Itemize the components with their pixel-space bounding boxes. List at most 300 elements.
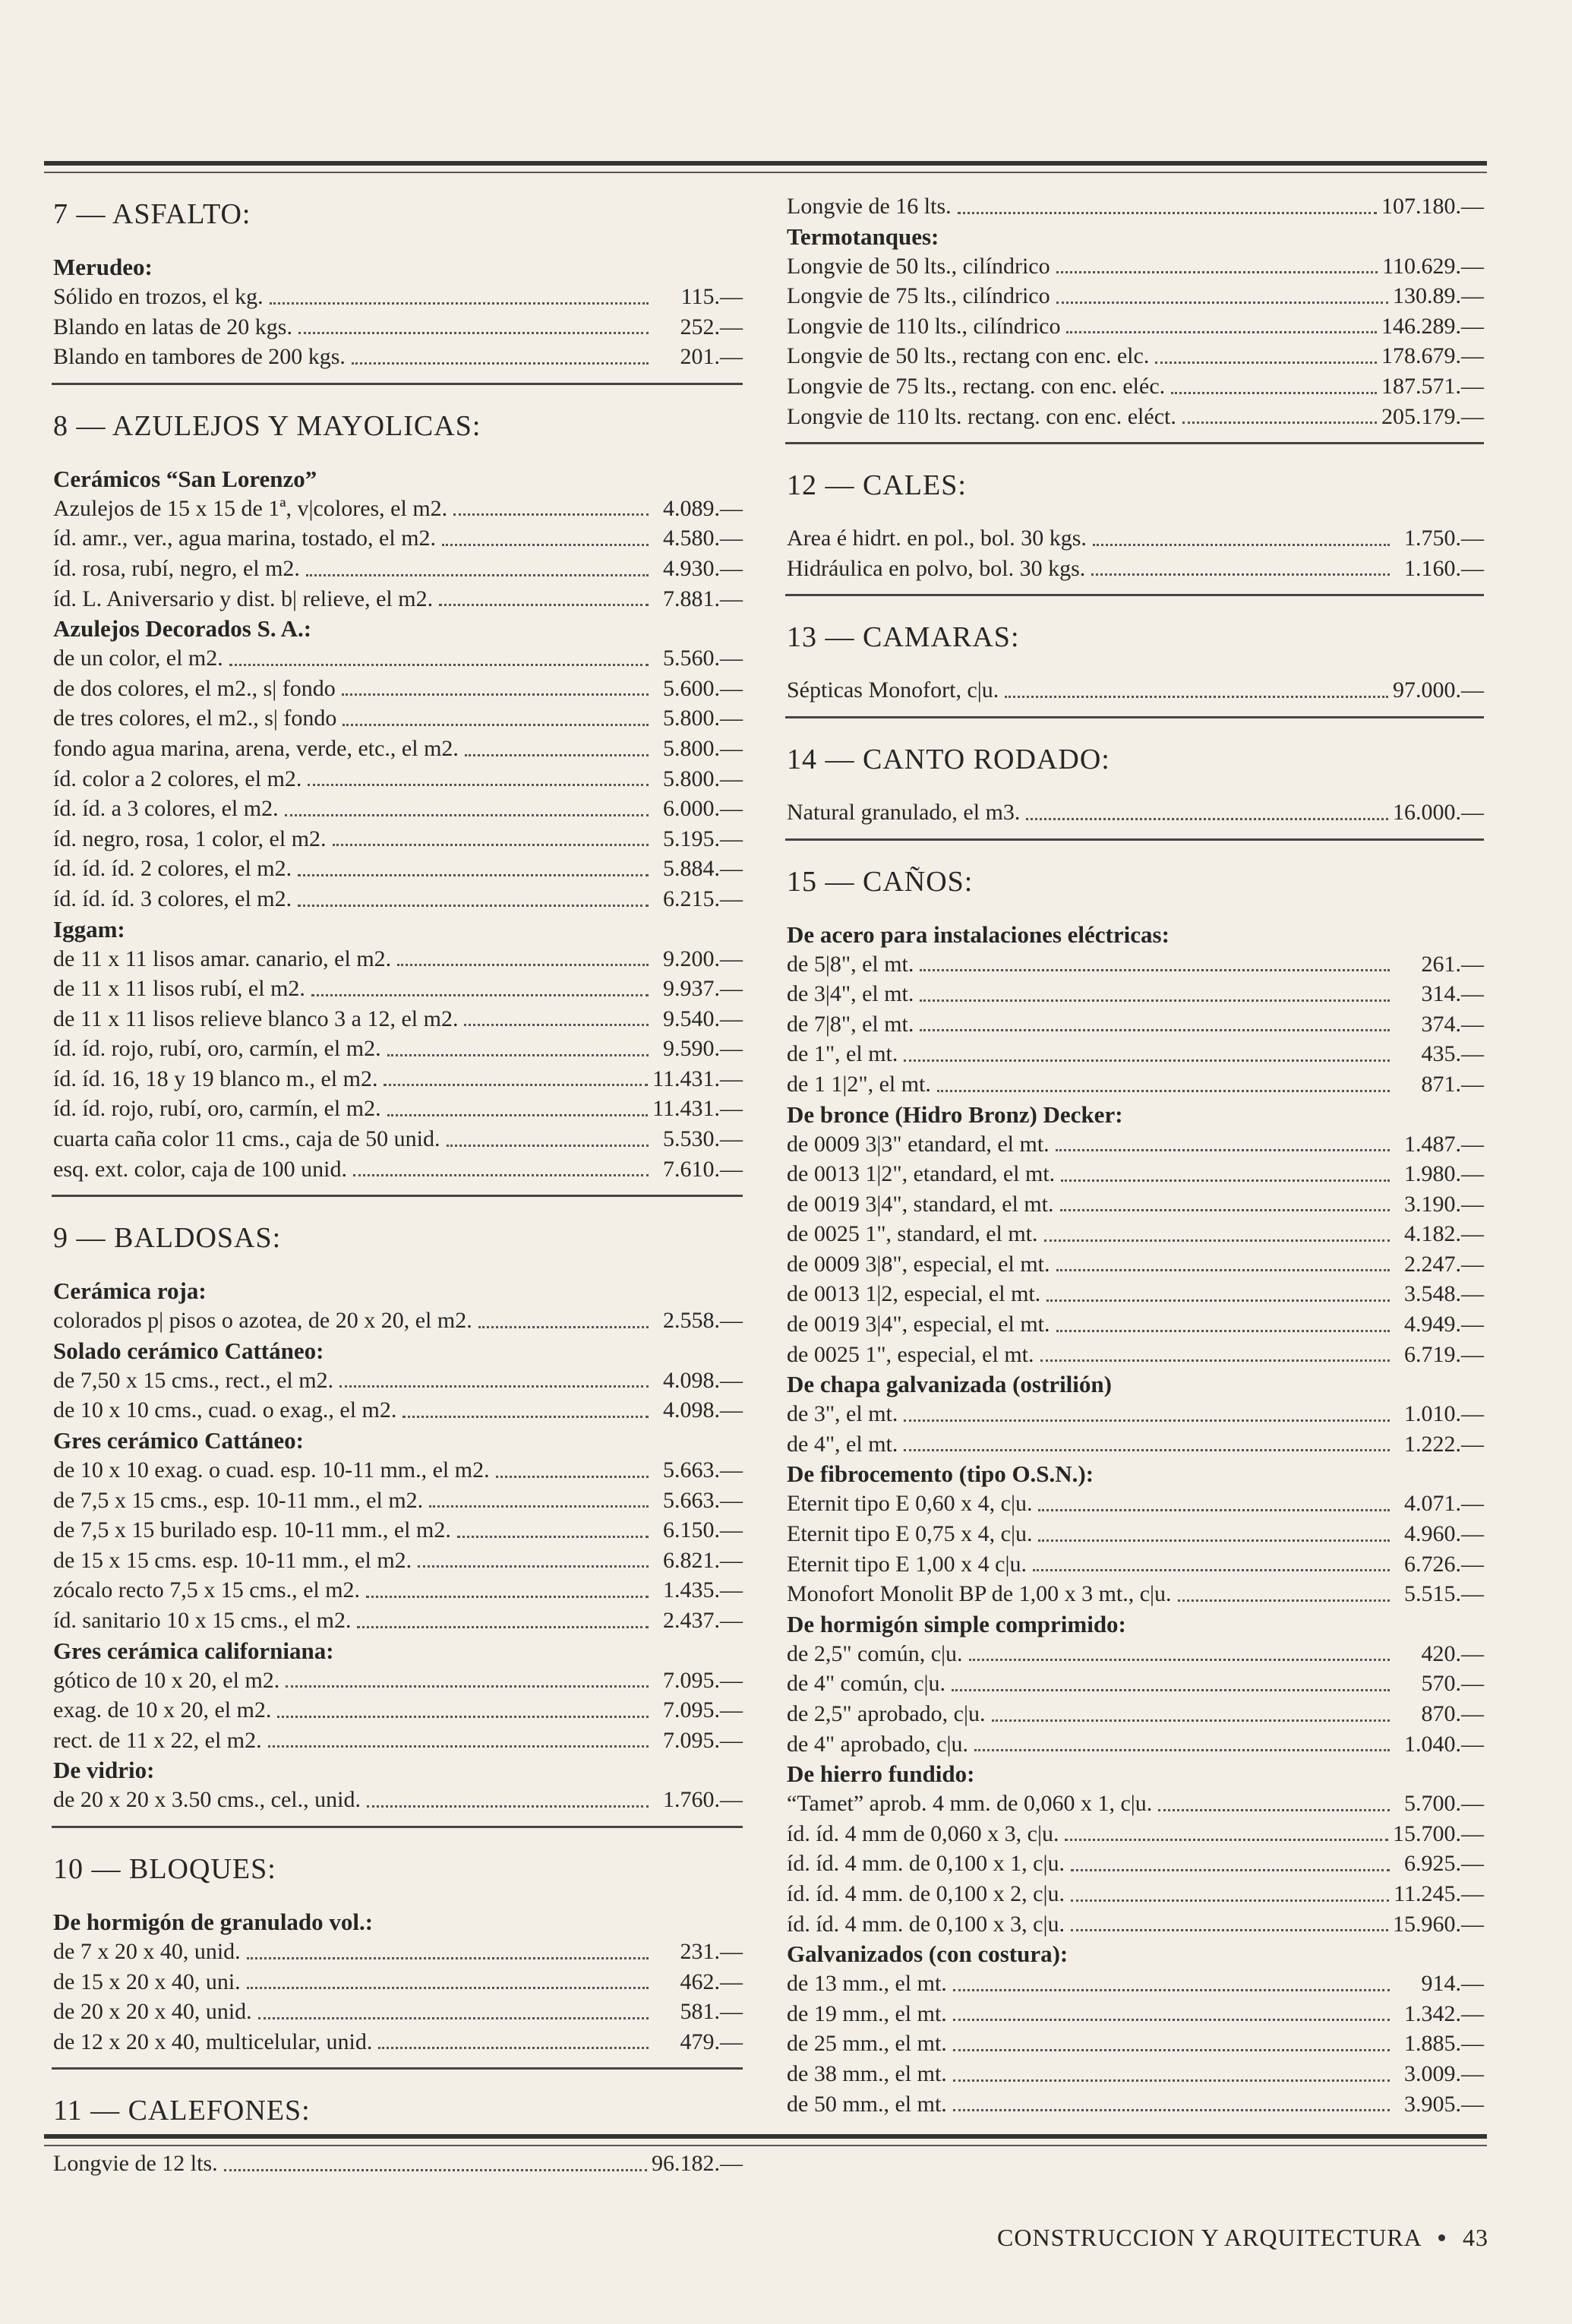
subsection-title: De hierro fundido: [787, 1760, 975, 1788]
item-price: 231.— [680, 1938, 743, 1964]
price-row [53, 1967, 743, 1997]
price-row [787, 1579, 1484, 1609]
price-row [787, 1340, 1484, 1370]
price-row [53, 494, 743, 524]
item-price: 1.885.— [1404, 2031, 1484, 2057]
item-price: 11.245.— [1394, 1880, 1484, 1906]
item-description: zócalo recto 7,5 x 15 cms., el m2. [53, 1577, 361, 1603]
price-row [787, 251, 1484, 282]
price-row [53, 1124, 743, 1154]
section-divider [785, 442, 1484, 444]
price-row [787, 523, 1484, 554]
item-description: íd. amr., ver., agua marina, tostado, el m2. [53, 526, 437, 551]
item-description: de 0025 1", especial, el mt. [787, 1341, 1034, 1367]
price-row [787, 1489, 1484, 1519]
price-row [53, 703, 743, 734]
item-description: de 1", el mt. [787, 1041, 898, 1067]
price-section [778, 864, 1484, 2120]
price-row [53, 1154, 743, 1185]
dot-leader [270, 302, 649, 305]
item-price: 7.881.— [663, 586, 743, 611]
dot-leader [402, 1416, 649, 1418]
item-description: íd. íd. íd. 2 colores, el m2. [53, 856, 292, 882]
item-price: 1.040.— [1404, 1731, 1484, 1757]
item-description: de 11 x 11 lisos relieve blanco 3 a 12, el m2. [53, 1006, 459, 1031]
price-row [787, 1249, 1484, 1280]
item-description: rect. de 11 x 22, el m2. [53, 1727, 262, 1753]
section-title: 7 — ASFALTO: [53, 198, 251, 230]
dot-leader [1061, 1179, 1390, 1182]
item-price: 570.— [1421, 1671, 1484, 1697]
section-title: 14 — CANTO RODADO: [787, 743, 1110, 775]
item-description: Area é hidrt. en pol., bol. 30 kgs. [787, 526, 1087, 551]
item-price: 4.182.— [1404, 1221, 1484, 1247]
dot-leader [298, 332, 649, 334]
price-row [787, 1129, 1484, 1160]
item-description: gótico de 10 x 20, el m2. [53, 1667, 280, 1693]
price-row [53, 584, 743, 614]
dot-leader [342, 693, 649, 696]
item-description: Azulejos de 15 x 15 de 1ª, v|colores, el m2. [53, 495, 448, 521]
bullet-icon [1438, 2234, 1445, 2241]
top-rule-thick [44, 161, 1487, 166]
price-row [787, 1189, 1484, 1220]
dot-leader [306, 574, 649, 576]
dot-leader [247, 1987, 649, 1989]
item-description: Longvie de 110 lts. rectang. con enc. eléct. [787, 403, 1176, 429]
dot-leader [352, 362, 649, 365]
item-description: de 25 mm., el mt. [787, 2031, 947, 2057]
price-row [53, 1094, 743, 1124]
item-description: de 3|4", el mt. [787, 981, 914, 1007]
subsection-title: Termotanques: [787, 223, 939, 250]
subsection-title: De fibrocemento (tipo O.S.N.): [787, 1460, 1094, 1488]
subsection-title: Galvanizados (con costura): [787, 1940, 1069, 1968]
price-row [53, 854, 743, 884]
price-row [787, 1009, 1484, 1040]
section-title: 12 — CALES: [787, 469, 967, 502]
subsection-title: De hormigón simple comprimido: [787, 1610, 1126, 1637]
right-column [778, 191, 1484, 2136]
item-description: de 19 mm., el mt. [787, 2000, 947, 2026]
dot-leader [353, 1174, 649, 1176]
item-description: íd. íd. íd. 3 colores, el m2. [53, 886, 292, 911]
dot-leader [247, 1957, 649, 1959]
item-description: de 1 1|2", el mt. [787, 1071, 931, 1097]
item-description: íd. íd. 16, 18 y 19 blanco m., el m2. [53, 1066, 378, 1091]
price-row [53, 944, 743, 974]
item-description: de 10 x 10 exag. o cuad. esp. 10-11 mm., el m2. [53, 1457, 490, 1483]
price-row [53, 643, 743, 674]
item-description: de 0019 3|4", standard, el mt. [787, 1191, 1054, 1217]
item-description: de 0009 3|8", especial, el mt. [787, 1251, 1050, 1277]
item-price: 7.610.— [663, 1156, 743, 1182]
item-price: 4.949.— [1404, 1312, 1484, 1337]
item-description: de dos colores, el m2., s| fondo [53, 675, 336, 701]
dot-leader [478, 1326, 649, 1328]
dot-leader [387, 1114, 649, 1116]
item-description: de 4", el mt. [787, 1431, 898, 1457]
dot-leader [429, 1505, 649, 1508]
item-price: 146.289.— [1381, 313, 1484, 339]
item-price: 201.— [680, 344, 743, 370]
item-description: esq. ext. color, caja de 100 unid. [53, 1156, 348, 1182]
subsection-title: De acero para instalaciones eléctricas: [787, 920, 1170, 948]
item-description: Longvie de 12 lts. [53, 2151, 218, 2177]
left-column [44, 196, 743, 2196]
item-description: de 15 x 20 x 40, uni. [53, 1969, 241, 1994]
item-description: de 11 x 11 lisos rubí, el m2. [53, 976, 305, 1002]
price-row [53, 1366, 743, 1396]
item-description: Eternit tipo E 0,75 x 4, c|u. [787, 1521, 1033, 1547]
item-price: 6.215.— [663, 886, 743, 911]
item-price: 4.930.— [663, 555, 743, 581]
price-row [53, 554, 743, 584]
item-price: 3.190.— [1404, 1191, 1484, 1217]
section-title: 8 — AZULEJOS Y MAYOLICAS: [53, 409, 481, 442]
section-divider [52, 1195, 743, 1197]
price-row [53, 312, 743, 343]
item-description: de 4" aprobado, c|u. [787, 1731, 969, 1757]
item-price: 1.010.— [1404, 1401, 1484, 1427]
dot-leader [298, 874, 649, 876]
dot-leader [1040, 1359, 1390, 1362]
dot-leader [1060, 1209, 1390, 1211]
price-row [53, 674, 743, 704]
item-price: 5.884.— [663, 856, 743, 882]
item-price: 6.150.— [663, 1517, 743, 1543]
item-description: íd. color a 2 colores, el m2. [53, 766, 302, 791]
item-description: de 0013 1|2, especial, el mt. [787, 1281, 1041, 1307]
dot-leader [453, 513, 649, 516]
dot-leader [958, 212, 1377, 214]
dot-leader [285, 814, 649, 816]
item-description: de 7,5 x 15 burilado esp. 10-11 mm., el m2. [53, 1517, 451, 1543]
price-row [53, 342, 743, 372]
section-title: 15 — CAÑOS: [787, 865, 974, 898]
item-description: íd. L. Aniversario y dist. b| relieve, el m2. [53, 586, 434, 611]
item-description: cuarta caña color 11 cms., caja de 50 unid. [53, 1126, 440, 1152]
price-row [787, 402, 1484, 432]
dot-leader [1046, 1299, 1390, 1302]
item-description: “Tamet” aprob. 4 mm. de 0,060 x 1, c|u. [787, 1791, 1153, 1817]
section-title: 13 — CAMARAS: [787, 621, 1020, 654]
price-row [787, 979, 1484, 1009]
item-description: de 0019 3|4", especial, el mt. [787, 1312, 1050, 1337]
item-description: Longvie de 110 lts., cilíndrico [787, 313, 1061, 339]
dot-leader [384, 1084, 648, 1086]
item-price: 4.098.— [663, 1397, 743, 1423]
price-row [787, 1429, 1484, 1460]
section-divider [52, 1826, 743, 1828]
price-row [787, 1219, 1484, 1249]
item-description: colorados p| pisos o azotea, de 20 x 20, el m2. [53, 1308, 472, 1334]
price-row [787, 281, 1484, 311]
item-description: de 50 mm., el mt. [787, 2091, 947, 2117]
item-description: Longvie de 50 lts., rectang con enc. elc. [787, 343, 1150, 369]
price-row [53, 884, 743, 914]
dot-leader [224, 2169, 647, 2171]
dot-leader [904, 1419, 1390, 1422]
item-description: de 5|8", el mt. [787, 951, 914, 977]
dot-leader [1065, 1839, 1388, 1841]
price-row [53, 1034, 743, 1064]
dot-leader [1182, 422, 1377, 424]
dot-leader [1056, 1330, 1390, 1332]
item-price: 5.800.— [663, 766, 743, 791]
item-price: 5.800.— [663, 706, 743, 731]
dot-leader [1026, 818, 1388, 820]
item-description: fondo agua marina, arena, verde, etc., el m2. [53, 735, 459, 761]
item-price: 435.— [1421, 1041, 1484, 1067]
price-row [787, 1969, 1484, 1999]
price-row [53, 1515, 743, 1546]
item-price: 205.179.— [1381, 403, 1484, 429]
item-price: 252.— [680, 314, 743, 339]
dot-leader [1005, 696, 1388, 698]
item-price: 5.530.— [663, 1126, 743, 1152]
dot-leader [447, 1145, 649, 1147]
dot-leader [339, 1385, 649, 1388]
dot-leader [953, 2079, 1390, 2082]
item-price: 9.200.— [663, 946, 743, 971]
item-price: 1.222.— [1404, 1431, 1484, 1457]
section-divider [785, 594, 1484, 596]
dot-leader [298, 905, 649, 907]
price-row [53, 282, 743, 312]
price-row [787, 1309, 1484, 1340]
price-row [53, 1395, 743, 1426]
dot-leader [1071, 1869, 1390, 1871]
item-price: 9.937.— [663, 976, 743, 1002]
item-description: íd. íd. rojo, rubí, oro, carmín, el m2. [53, 1096, 381, 1122]
price-row [53, 764, 743, 794]
item-description: de tres colores, el m2., s| fondo [53, 706, 337, 731]
item-description: íd. íd. rojo, rubí, oro, carmín, el m2. [53, 1036, 381, 1062]
item-price: 462.— [680, 1969, 743, 1994]
dot-leader [953, 2049, 1390, 2051]
item-price: 110.629.— [1382, 253, 1484, 279]
price-section [44, 2092, 743, 2179]
dot-leader [953, 2019, 1390, 2021]
item-description: de 10 x 10 cms., cuad. o exag., el m2. [53, 1397, 397, 1423]
price-section [44, 408, 743, 1197]
item-description: Hidráulica en polvo, bol. 30 kgs. [787, 555, 1086, 581]
dot-leader [904, 1449, 1390, 1451]
subsection-title: Solado cerámico Cattáneo: [53, 1337, 324, 1364]
subsection-title: Cerámicos “San Lorenzo” [53, 465, 317, 492]
price-row [787, 1909, 1484, 1940]
item-price: 2.558.— [663, 1308, 743, 1334]
price-row [53, 1606, 743, 1636]
item-description: de 0009 3|3" etandard, el mt. [787, 1131, 1050, 1157]
dot-leader [1056, 271, 1378, 273]
item-price: 871.— [1421, 1071, 1484, 1097]
item-description: Longvie de 50 lts., cilíndrico [787, 253, 1050, 279]
dot-leader [953, 2109, 1390, 2111]
price-row [53, 974, 743, 1004]
item-price: 11.431.— [652, 1066, 743, 1091]
dot-leader [1056, 302, 1388, 304]
dot-leader [457, 1536, 649, 1538]
item-price: 2.437.— [663, 1608, 743, 1633]
item-price: 314.— [1421, 981, 1484, 1007]
item-price: 115.— [680, 284, 743, 309]
section-title: 9 — BALDOSAS: [53, 1222, 282, 1255]
dot-leader [286, 1685, 649, 1688]
item-price: 5.515.— [1404, 1581, 1484, 1607]
item-price: 15.960.— [1393, 1911, 1484, 1937]
item-description: exag. de 10 x 20, el m2. [53, 1697, 272, 1723]
item-description: Blando en tambores de 200 kgs. [53, 344, 346, 370]
dot-leader [1044, 1239, 1390, 1242]
price-row [787, 1879, 1484, 1909]
page-number: 43 [1463, 2224, 1488, 2251]
item-price: 5.663.— [663, 1457, 743, 1483]
price-row [53, 1695, 743, 1726]
dot-leader [496, 1476, 649, 1478]
price-row [787, 1549, 1484, 1580]
price-row [787, 797, 1484, 828]
price-row [53, 1486, 743, 1516]
item-price: 97.000.— [1393, 677, 1484, 703]
dot-leader [969, 1659, 1390, 1661]
item-description: de 2,5" común, c|u. [787, 1640, 963, 1666]
dot-leader [1038, 1539, 1390, 1542]
subsection-title: Gres cerámica californiana: [53, 1637, 334, 1664]
item-price: 3.009.— [1404, 2060, 1484, 2086]
price-row [787, 1729, 1484, 1760]
item-description: íd. negro, rosa, 1 color, el m2. [53, 826, 327, 851]
dot-leader [311, 994, 649, 996]
item-price: 6.719.— [1404, 1341, 1484, 1367]
dot-leader [920, 999, 1390, 1002]
item-description: Eternit tipo E 0,60 x 4, c|u. [787, 1491, 1033, 1517]
section-title: 11 — CALEFONES: [53, 2095, 311, 2127]
price-row [53, 2027, 743, 2057]
item-price: 4.580.— [663, 526, 743, 551]
subsection-title: Cerámica roja: [53, 1277, 207, 1305]
item-price: 1.160.— [1404, 555, 1484, 581]
dot-leader [357, 1626, 649, 1628]
price-row [787, 1399, 1484, 1429]
dot-leader [1155, 362, 1377, 364]
price-row [53, 2149, 743, 2179]
price-row [53, 1666, 743, 1696]
dot-leader [992, 1719, 1390, 1722]
item-description: Longvie de 75 lts., cilíndrico [787, 283, 1050, 309]
item-price: 1.750.— [1404, 526, 1484, 551]
dot-leader [308, 784, 649, 786]
subsection-title: De hormigón de granulado vol.: [53, 1908, 374, 1935]
subsection-title: Iggam: [53, 915, 125, 943]
dot-leader [920, 969, 1390, 971]
item-price: 1.487.— [1404, 1131, 1484, 1157]
price-row [787, 371, 1484, 402]
item-price: 1.342.— [1404, 2000, 1484, 2026]
price-row [53, 824, 743, 854]
item-price: 5.195.— [663, 826, 743, 851]
price-row [787, 341, 1484, 371]
item-description: de 2,5" aprobado, c|u. [787, 1701, 986, 1726]
price-row [787, 1519, 1484, 1549]
dot-leader [333, 844, 649, 846]
price-row [787, 949, 1484, 980]
item-description: Longvie de 75 lts., rectang. con enc. eléc. [787, 373, 1166, 399]
item-price: 374.— [1421, 1011, 1484, 1037]
item-description: de 20 x 20 x 40, unid. [53, 1999, 252, 2025]
item-price: 9.590.— [663, 1036, 743, 1062]
price-row [53, 1306, 743, 1336]
price-row [53, 523, 743, 554]
item-price: 261.— [1421, 951, 1484, 977]
subsection-title: Azulejos Decorados S. A.: [53, 615, 312, 643]
item-price: 5.700.— [1404, 1791, 1484, 1817]
item-description: de 0013 1|2", etandard, el mt. [787, 1161, 1056, 1187]
item-price: 914.— [1421, 1971, 1484, 1997]
section-divider [52, 383, 743, 385]
item-description: íd. íd. 4 mm de 0,060 x 3, c|u. [787, 1820, 1059, 1846]
item-price: 2.247.— [1404, 1251, 1484, 1277]
price-row [787, 1039, 1484, 1069]
item-description: íd. rosa, rubí, negro, el m2. [53, 555, 300, 581]
price-row [787, 1669, 1484, 1699]
item-description: íd. íd. 4 mm. de 0,100 x 3, c|u. [787, 1911, 1065, 1937]
dot-leader [1158, 1809, 1390, 1811]
dot-leader [1033, 1569, 1390, 1571]
dot-leader [953, 1989, 1390, 1991]
dot-leader [258, 2017, 649, 2019]
price-row [53, 1575, 743, 1606]
item-price: 581.— [680, 1999, 743, 2025]
price-section [778, 741, 1484, 841]
item-description: íd. íd. a 3 colores, el m2. [53, 796, 279, 822]
item-price: 3.905.— [1404, 2091, 1484, 2117]
item-description: de 0025 1", standard, el mt. [787, 1221, 1038, 1247]
section-divider [52, 2067, 743, 2070]
price-row [787, 311, 1484, 342]
item-price: 7.095.— [663, 1667, 743, 1693]
publication-name: CONSTRUCCION Y ARQUITECTURA [997, 2224, 1421, 2251]
price-row [787, 2059, 1484, 2089]
subsection-title: De bronce (Hidro Bronz) Decker: [787, 1100, 1123, 1128]
item-price: 6.925.— [1404, 1851, 1484, 1877]
price-row [787, 191, 1484, 222]
item-price: 420.— [1421, 1640, 1484, 1666]
dot-leader [277, 1716, 649, 1718]
price-row [787, 1699, 1484, 1729]
dot-leader [1071, 1929, 1388, 1931]
dot-leader [1091, 573, 1390, 576]
item-description: íd. íd. 4 mm. de 0,100 x 1, c|u. [787, 1851, 1065, 1877]
subsection-title: De vidrio: [53, 1757, 155, 1784]
dot-leader [952, 1689, 1390, 1691]
price-section [44, 1851, 743, 2070]
item-price: 4.089.— [663, 495, 743, 521]
item-price: 4.071.— [1404, 1491, 1484, 1517]
dot-leader [1056, 1269, 1390, 1271]
item-description: Sólido en trozos, el kg. [53, 284, 264, 309]
section-divider [785, 838, 1484, 841]
item-description: Natural granulado, el m3. [787, 799, 1021, 825]
item-description: de 20 x 20 x 3.50 cms., cel., unid. [53, 1787, 361, 1813]
dot-leader [1178, 1599, 1390, 1602]
price-row [53, 1546, 743, 1576]
dot-leader [464, 1024, 649, 1026]
price-row [53, 1785, 743, 1815]
price-row [53, 1455, 743, 1486]
dot-leader [1171, 392, 1377, 394]
